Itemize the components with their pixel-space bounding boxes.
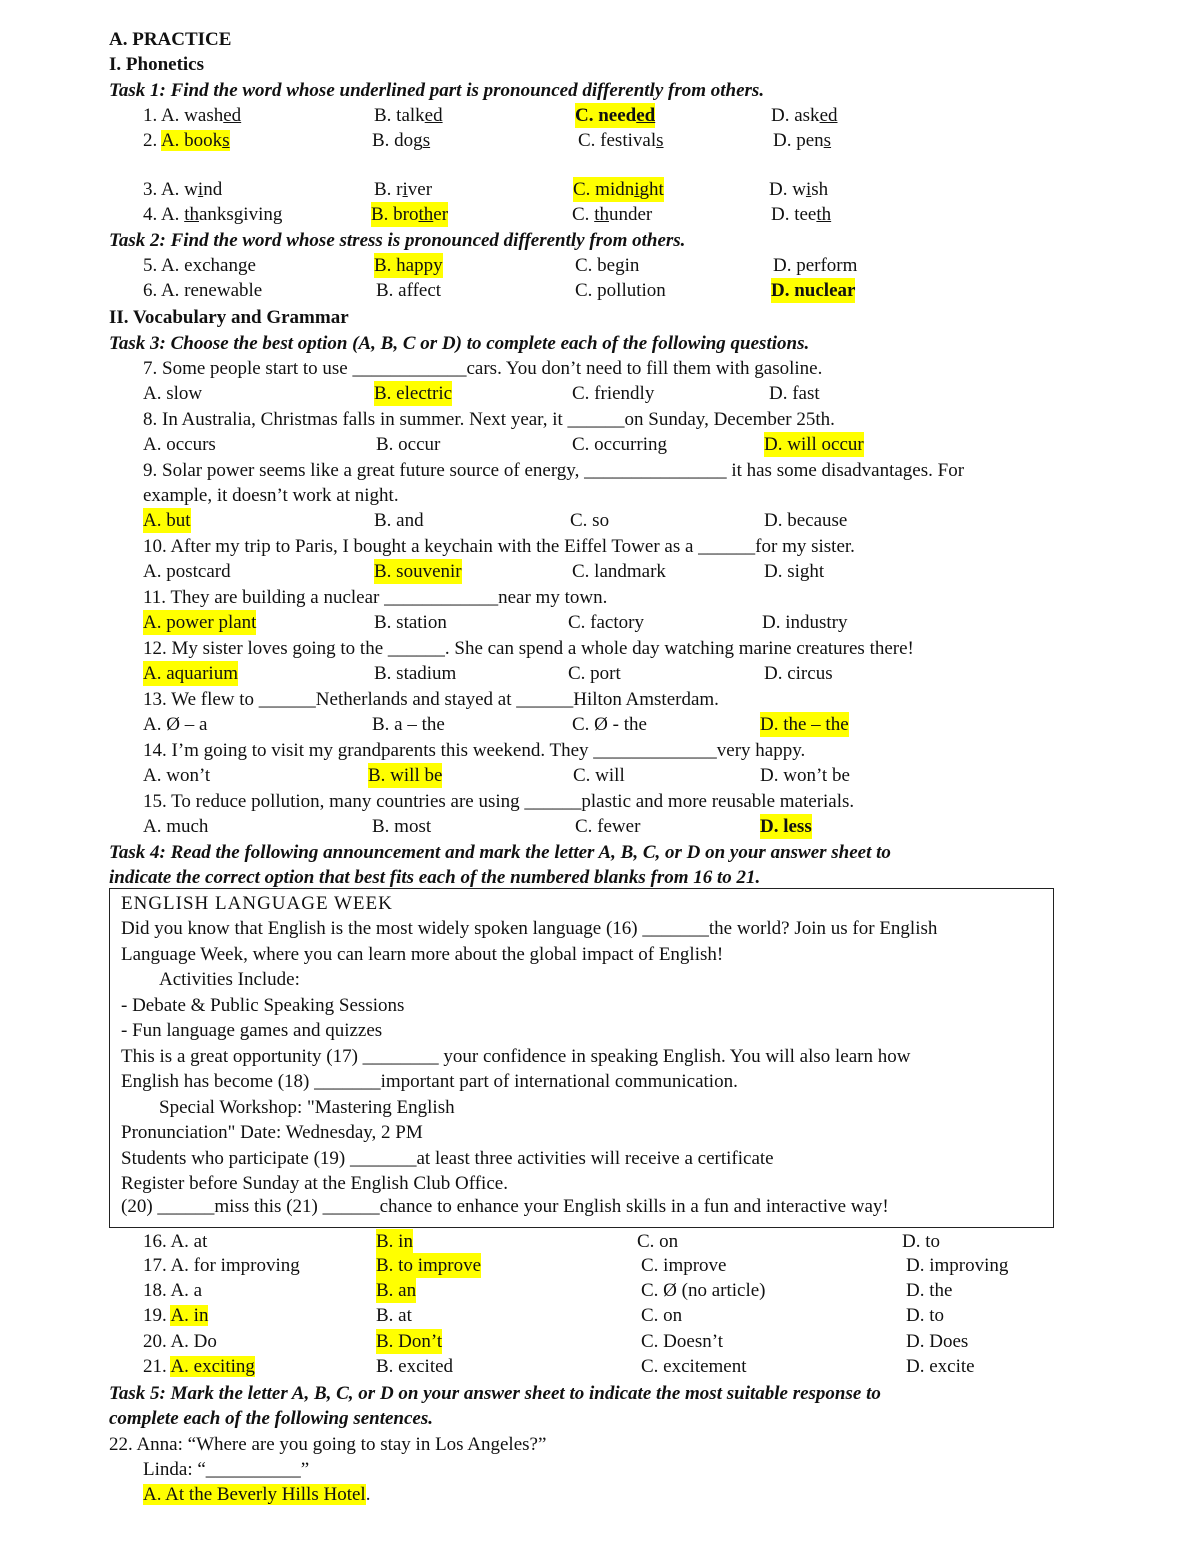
q5-number: 5.	[143, 255, 158, 276]
q18-option-d[interactable]: D. the	[906, 1280, 953, 1301]
task2-instruction: Task 2: Find the word whose stress is pronounced differently from others.	[109, 230, 686, 251]
q6-number: 6.	[143, 280, 158, 301]
q4-number: 4.	[143, 204, 158, 225]
q21-option-c[interactable]: C. excitement	[641, 1356, 747, 1377]
q10-stem: 10. After my trip to Paris, I bought a keychain with the Eiffel Tower as a ______for my sister.	[143, 536, 855, 557]
q1-row	[143, 103, 241, 128]
q6-option-c[interactable]: C. pollution	[575, 280, 666, 301]
q9-option-c[interactable]: C. so	[570, 510, 610, 531]
q4-option-b[interactable]: B. brother	[371, 204, 449, 225]
q4-row	[143, 202, 282, 227]
q20-option-d[interactable]: D. Does	[906, 1331, 969, 1352]
q3-row	[143, 177, 222, 202]
q17-option-a[interactable]: A. for improving	[170, 1255, 300, 1276]
q12-option-a[interactable]: A. aquarium	[143, 663, 238, 684]
q20-option-a[interactable]: A. Do	[170, 1331, 217, 1352]
q6-option-b[interactable]: B. affect	[376, 280, 442, 301]
task3-instruction: Task 3: Choose the best option (A, B, C or D) to complete each of the following questions.	[109, 333, 810, 354]
q15-stem: 15. To reduce pollution, many countries are using ______plastic and more reusable materials.	[143, 791, 855, 812]
q14-option-d[interactable]: D. won’t be	[760, 765, 850, 786]
q22-answer-row	[143, 1482, 370, 1507]
q21-option-a[interactable]: A. exciting	[170, 1356, 255, 1377]
q9-option-d[interactable]: D. because	[764, 510, 848, 531]
q15-option-d[interactable]: D. less	[760, 816, 812, 837]
announcement-activities-heading: Activities Include:	[159, 969, 300, 990]
q9-option-a[interactable]: A. but	[143, 510, 191, 531]
q19-row	[143, 1303, 208, 1328]
q1-option-d[interactable]: D. asked	[771, 105, 838, 126]
q21-row	[143, 1354, 255, 1379]
q8-option-b[interactable]: B. occur	[376, 434, 441, 455]
q8-option-d[interactable]: D. will occur	[764, 434, 864, 455]
q17-option-b[interactable]: B. to improve	[376, 1255, 482, 1276]
announcement-line: Pronunciation" Date: Wednesday, 2 PM	[121, 1122, 423, 1143]
q6-option-d[interactable]: D. nuclear	[771, 280, 856, 301]
q1-option-a[interactable]: A. washed	[160, 105, 242, 126]
q12-stem: 12. My sister loves going to the ______. She can spend a whole day watching marine creatures there!	[143, 638, 914, 659]
announcement-line: - Debate & Public Speaking Sessions	[121, 995, 405, 1016]
q11-option-a[interactable]: A. power plant	[143, 612, 257, 633]
q21-option-b[interactable]: B. excited	[376, 1356, 454, 1377]
task5-instruction-line2: complete each of the following sentences.	[109, 1408, 434, 1429]
q4-option-d[interactable]: D. teeth	[771, 204, 832, 225]
q13-stem: 13. We flew to ______Netherlands and stayed at ______Hilton Amsterdam.	[143, 689, 719, 710]
q2-number: 2.	[143, 130, 158, 151]
q11-stem: 11. They are building a nuclear ____________near my town.	[143, 587, 608, 608]
q11-option-c[interactable]: C. factory	[568, 612, 644, 633]
q12-option-d[interactable]: D. circus	[764, 663, 833, 684]
task4-instruction-line2: indicate the correct option that best fits each of the numbered blanks from 16 to 21.	[109, 867, 761, 888]
announcement-title: ENGLISH LANGUAGE WEEK	[121, 893, 393, 914]
q10-option-c[interactable]: C. landmark	[572, 561, 666, 582]
q7-option-a[interactable]: A. slow	[143, 383, 203, 404]
q20-number: 20.	[143, 1331, 167, 1352]
q22-answer[interactable]: A. At the Beverly Hills Hotel	[143, 1484, 366, 1505]
announcement-line: Language Week, where you can learn more about the global impact of English!	[121, 944, 724, 965]
task1-instruction: Task 1: Find the word whose underlined part is pronounced differently from others.	[109, 80, 765, 101]
q3-option-a[interactable]: A. wind	[160, 179, 223, 200]
announcement-line: Students who participate (19) _______at least three activities will receive a certificate	[121, 1148, 774, 1169]
q11-option-d[interactable]: D. industry	[762, 612, 848, 633]
q2-option-a[interactable]: A. books	[160, 130, 230, 151]
q13-option-c[interactable]: C. Ø - the	[572, 714, 647, 735]
q9-stem-line1: 9. Solar power seems like a great future source of energy, _______________ it has some disadvantages. For	[143, 460, 965, 481]
q10-option-d[interactable]: D. sight	[764, 561, 825, 582]
q19-option-b[interactable]: B. at	[376, 1305, 412, 1326]
q18-option-a[interactable]: A. a	[170, 1280, 203, 1301]
q2-option-c[interactable]: C. festivals	[578, 130, 664, 151]
q19-option-d[interactable]: D. to	[906, 1305, 944, 1326]
announcement-line: Register before Sunday at the English Club Office.	[121, 1173, 508, 1194]
q6-option-a[interactable]: A. renewable	[160, 280, 263, 301]
q19-option-a[interactable]: A. in	[170, 1305, 209, 1326]
q22-answer-period: .	[365, 1484, 371, 1505]
announcement-line: (20) ______miss this (21) ______chance to enhance your English skills in a fun and interactive way!	[121, 1196, 889, 1217]
q18-row	[143, 1278, 202, 1303]
q15-option-c[interactable]: C. fewer	[575, 816, 641, 837]
task4-instruction-line1: Task 4: Read the following announcement and mark the letter A, B, C, or D on your answer sheet to	[109, 842, 891, 863]
q4-option-c[interactable]: C. thunder	[572, 204, 653, 225]
q16-option-b[interactable]: B. in	[376, 1231, 413, 1252]
task5-instruction-line1: Task 5: Mark the letter A, B, C, or D on your answer sheet to indicate the most suitable response to	[109, 1383, 881, 1404]
q5-option-b[interactable]: B. happy	[374, 255, 443, 276]
q7-option-c[interactable]: C. friendly	[572, 383, 655, 404]
q13-option-b[interactable]: B. a – the	[372, 714, 445, 735]
q18-option-c[interactable]: C. Ø (no article)	[641, 1280, 766, 1301]
q14-option-b[interactable]: B. will be	[368, 765, 443, 786]
q11-option-b[interactable]: B. station	[374, 612, 447, 633]
q4-option-a[interactable]: A. thanksgiving	[160, 204, 283, 225]
q5-option-c[interactable]: C. begin	[575, 255, 640, 276]
section-vocabulary-grammar: II. Vocabulary and Grammar	[109, 307, 349, 328]
q16-row	[143, 1229, 207, 1254]
q16-option-d[interactable]: D. to	[902, 1231, 940, 1252]
q17-row	[143, 1253, 300, 1278]
announcement-line: Did you know that English is the most widely spoken language (16) _______the world? Join us for English	[121, 918, 938, 939]
q6-row	[143, 278, 262, 303]
q3-number: 3.	[143, 179, 158, 200]
q15-option-a[interactable]: A. much	[143, 816, 209, 837]
q3-option-b[interactable]: B. river	[374, 179, 433, 200]
q17-number: 17.	[143, 1255, 167, 1276]
q12-option-c[interactable]: C. port	[568, 663, 621, 684]
q3-option-c[interactable]: C. midnight	[573, 179, 664, 200]
q22-stem: 22. Anna: “Where are you going to stay in Los Angeles?”	[109, 1434, 547, 1455]
q10-option-b[interactable]: B. souvenir	[374, 561, 462, 582]
q8-option-a[interactable]: A. occurs	[143, 434, 216, 455]
q22-reply: Linda: “__________”	[143, 1459, 310, 1480]
q7-option-d[interactable]: D. fast	[769, 383, 820, 404]
q2-option-b[interactable]: B. dogs	[372, 130, 431, 151]
q5-option-d[interactable]: D. perform	[773, 255, 858, 276]
q2-option-d[interactable]: D. pens	[773, 130, 832, 151]
announcement-line: English has become (18) _______important part of international communication.	[121, 1071, 738, 1092]
q10-option-a[interactable]: A. postcard	[143, 561, 231, 582]
q13-option-a[interactable]: A. Ø – a	[143, 714, 208, 735]
q15-option-b[interactable]: B. most	[372, 816, 432, 837]
q14-stem: 14. I’m going to visit my grandparents this weekend. They _____________very happy.	[143, 740, 806, 761]
q19-number: 19.	[143, 1305, 167, 1326]
q1-number: 1.	[143, 105, 158, 126]
q5-option-a[interactable]: A. exchange	[160, 255, 256, 276]
q14-option-a[interactable]: A. won’t	[143, 765, 211, 786]
q17-option-d[interactable]: D. improving	[906, 1255, 1009, 1276]
section-phonetics: I. Phonetics	[109, 54, 204, 75]
q9-stem-line2: example, it doesn’t work at night.	[143, 485, 399, 506]
q2-row	[143, 128, 230, 153]
q7-stem: 7. Some people start to use ____________cars. You don’t need to fill them with gasoline.	[143, 358, 823, 379]
heading-practice: A. PRACTICE	[109, 29, 232, 50]
q13-option-d[interactable]: D. the – the	[760, 714, 849, 735]
q20-option-c[interactable]: C. Doesn’t	[641, 1331, 723, 1352]
q5-row	[143, 253, 256, 278]
announcement-line: - Fun language games and quizzes	[121, 1020, 383, 1041]
announcement-line: This is a great opportunity (17) ________ your confidence in speaking English. You will also learn how	[121, 1046, 911, 1067]
q20-option-b[interactable]: B. Don’t	[376, 1331, 443, 1352]
q20-row	[143, 1329, 217, 1354]
q1-option-c[interactable]: C. needed	[575, 105, 656, 126]
q21-number: 21.	[143, 1356, 167, 1377]
q18-number: 18.	[143, 1280, 167, 1301]
q14-option-c[interactable]: C. will	[573, 765, 625, 786]
q9-option-b[interactable]: B. and	[374, 510, 424, 531]
q17-option-c[interactable]: C. improve	[641, 1255, 727, 1276]
q8-option-c[interactable]: C. occurring	[572, 434, 667, 455]
q21-option-d[interactable]: D. excite	[906, 1356, 975, 1377]
q16-number: 16.	[143, 1231, 167, 1252]
q19-option-c[interactable]: C. on	[641, 1305, 683, 1326]
q16-option-a[interactable]: A. at	[170, 1231, 208, 1252]
announcement-workshop: Special Workshop: "Mastering English	[159, 1097, 455, 1118]
q12-option-b[interactable]: B. stadium	[374, 663, 457, 684]
q8-stem: 8. In Australia, Christmas falls in summer. Next year, it ______on Sunday, December 25th.	[143, 409, 835, 430]
q7-option-b[interactable]: B. electric	[374, 383, 453, 404]
q18-option-b[interactable]: B. an	[376, 1280, 417, 1301]
q16-option-c[interactable]: C. on	[637, 1231, 679, 1252]
q1-option-b[interactable]: B. talked	[374, 105, 443, 126]
q3-option-d[interactable]: D. wish	[769, 179, 829, 200]
